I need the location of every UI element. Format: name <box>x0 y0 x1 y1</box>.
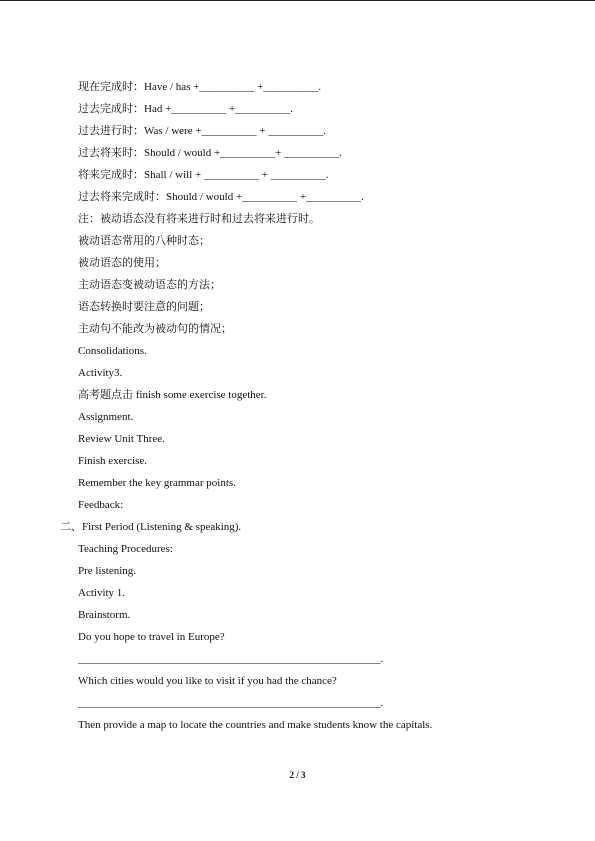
text-line: Feedback: <box>78 499 124 511</box>
text-line: 过去进行时：Was / were +__________ + __________. <box>78 125 326 137</box>
text-line: Review Unit Three. <box>78 433 165 445</box>
text-line: 语态转换时要注意的问题； <box>78 301 210 313</box>
text-line: Remember the key grammar points. <box>78 477 236 489</box>
text-line: Then provide a map to locate the countries and make students know the capitals. <box>78 719 433 731</box>
text-line: Teaching Procedures: <box>78 543 173 555</box>
text-line: 高考题点击 finish some exercise together. <box>78 389 267 401</box>
text-line: Finish exercise. <box>78 455 148 467</box>
text-line: 现在完成时：Have / has +__________ +__________. <box>78 81 322 93</box>
text-line: Activity3. <box>78 367 123 379</box>
text-line: 主动句不能改为被动句的情况； <box>78 323 232 335</box>
text-line: Consolidations. <box>78 345 147 357</box>
text-line: Brainstorm. <box>78 609 131 621</box>
section-heading: 二、First Period (Listening & speaking). <box>60 521 242 533</box>
text-line: 注：被动语态没有将来进行时和过去将来进行时。 <box>78 213 320 225</box>
text-line: 被动语态的使用； <box>78 257 166 269</box>
text-line: 过去将来完成时：Should / would +__________ +__________. <box>78 191 364 203</box>
text-line: Activity 1. <box>78 587 126 599</box>
text-line: 主动语态变被动语态的方法； <box>78 279 221 291</box>
answer-blank-line: _______________________________________________________. <box>78 697 384 709</box>
text-line: Which cities would you like to visit if you had the chance? <box>78 675 337 687</box>
text-line: Assignment. <box>78 411 134 423</box>
text-line: 过去将来时：Should / would +__________+ __________. <box>78 147 342 159</box>
text-line: Do you hope to travel in Europe? <box>78 631 225 643</box>
text-line: 过去完成时：Had +__________ +__________. <box>78 103 293 115</box>
answer-blank-line: _______________________________________________________. <box>78 653 384 665</box>
text-line: 被动语态常用的八种时态； <box>78 235 210 247</box>
page-number: 2 / 3 <box>289 770 306 780</box>
text-line: Pre listening. <box>78 565 137 577</box>
top-border-line <box>0 0 595 1</box>
text-line: 将来完成时：Shall / will + __________ + __________. <box>78 169 329 181</box>
